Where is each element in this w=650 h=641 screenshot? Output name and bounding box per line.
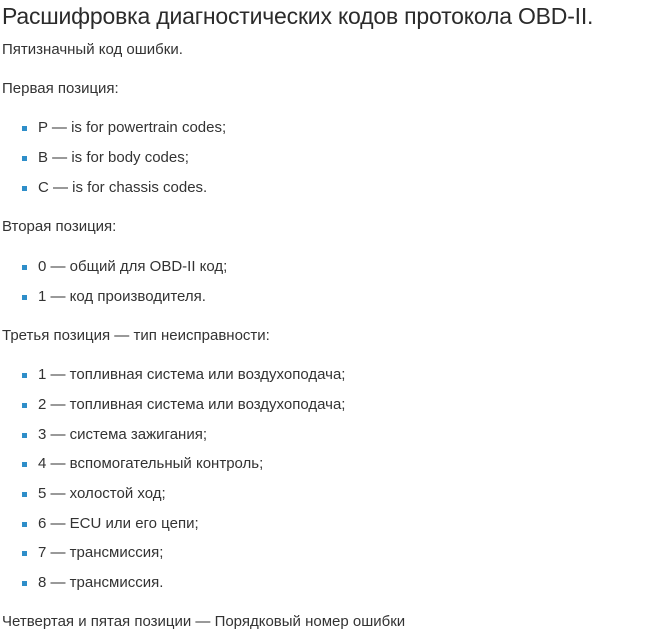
bullet-icon: [22, 373, 27, 378]
bullet-icon: [22, 522, 27, 527]
list-item-text: 6 — ECU или его цепи;: [38, 515, 199, 532]
list-item: [22, 543, 163, 563]
list-item-text: 0 — общий для OBD-II код;: [38, 258, 228, 275]
bullet-icon: [22, 265, 27, 270]
list-item-text: P — is for powertrain codes;: [38, 119, 227, 136]
list-item-text: 1 — топливная система или воздухоподача;: [38, 366, 346, 383]
section-heading-second-position: Вторая позиция:: [2, 218, 117, 235]
list-item: [22, 148, 189, 168]
list-item-text: 7 — трансмиссия;: [38, 544, 164, 561]
section-heading-third-position: Третья позиция — тип неисправности:: [2, 327, 270, 344]
list-item: [22, 257, 227, 277]
list-item-text: B — is for body codes;: [38, 149, 189, 166]
bullet-icon: [22, 462, 27, 467]
bullet-icon: [22, 581, 27, 586]
bullet-icon: [22, 156, 27, 161]
list-item-text: 2 — топливная система или воздухоподача;: [38, 396, 346, 413]
section-heading-first-position: Первая позиция:: [2, 80, 119, 97]
bullet-icon: [22, 295, 27, 300]
intro-text: Пятизначный код ошибки.: [2, 41, 183, 58]
list-item-text: C — is for chassis codes.: [38, 179, 208, 196]
list-item: [22, 365, 345, 385]
bullet-icon: [22, 126, 27, 131]
list-item: [22, 118, 226, 138]
list-item: [22, 425, 207, 445]
list-item: [22, 287, 206, 307]
list-item: [22, 573, 163, 593]
bullet-icon: [22, 551, 27, 556]
bullet-icon: [22, 433, 27, 438]
bullet-icon: [22, 403, 27, 408]
list-item-text: 3 — система зажигания;: [38, 426, 207, 443]
list-item-text: 8 — трансмиссия.: [38, 574, 164, 591]
list-item: [22, 178, 207, 198]
footer-text: Четвертая и пятая позиции — Порядковый номер ошибки: [2, 613, 406, 630]
page-title: Расшифровка диагностических кодов протокола OBD-II.: [2, 3, 594, 29]
bullet-icon: [22, 492, 27, 497]
list-item-text: 5 — холостой ход;: [38, 485, 166, 502]
list-item: [22, 514, 199, 534]
list-item-text: 1 — код производителя.: [38, 288, 206, 305]
bullet-icon: [22, 186, 27, 191]
list-item: [22, 395, 345, 415]
list-item: [22, 454, 263, 474]
list-item: [22, 484, 166, 504]
list-item-text: 4 — вспомогательный контроль;: [38, 455, 264, 472]
